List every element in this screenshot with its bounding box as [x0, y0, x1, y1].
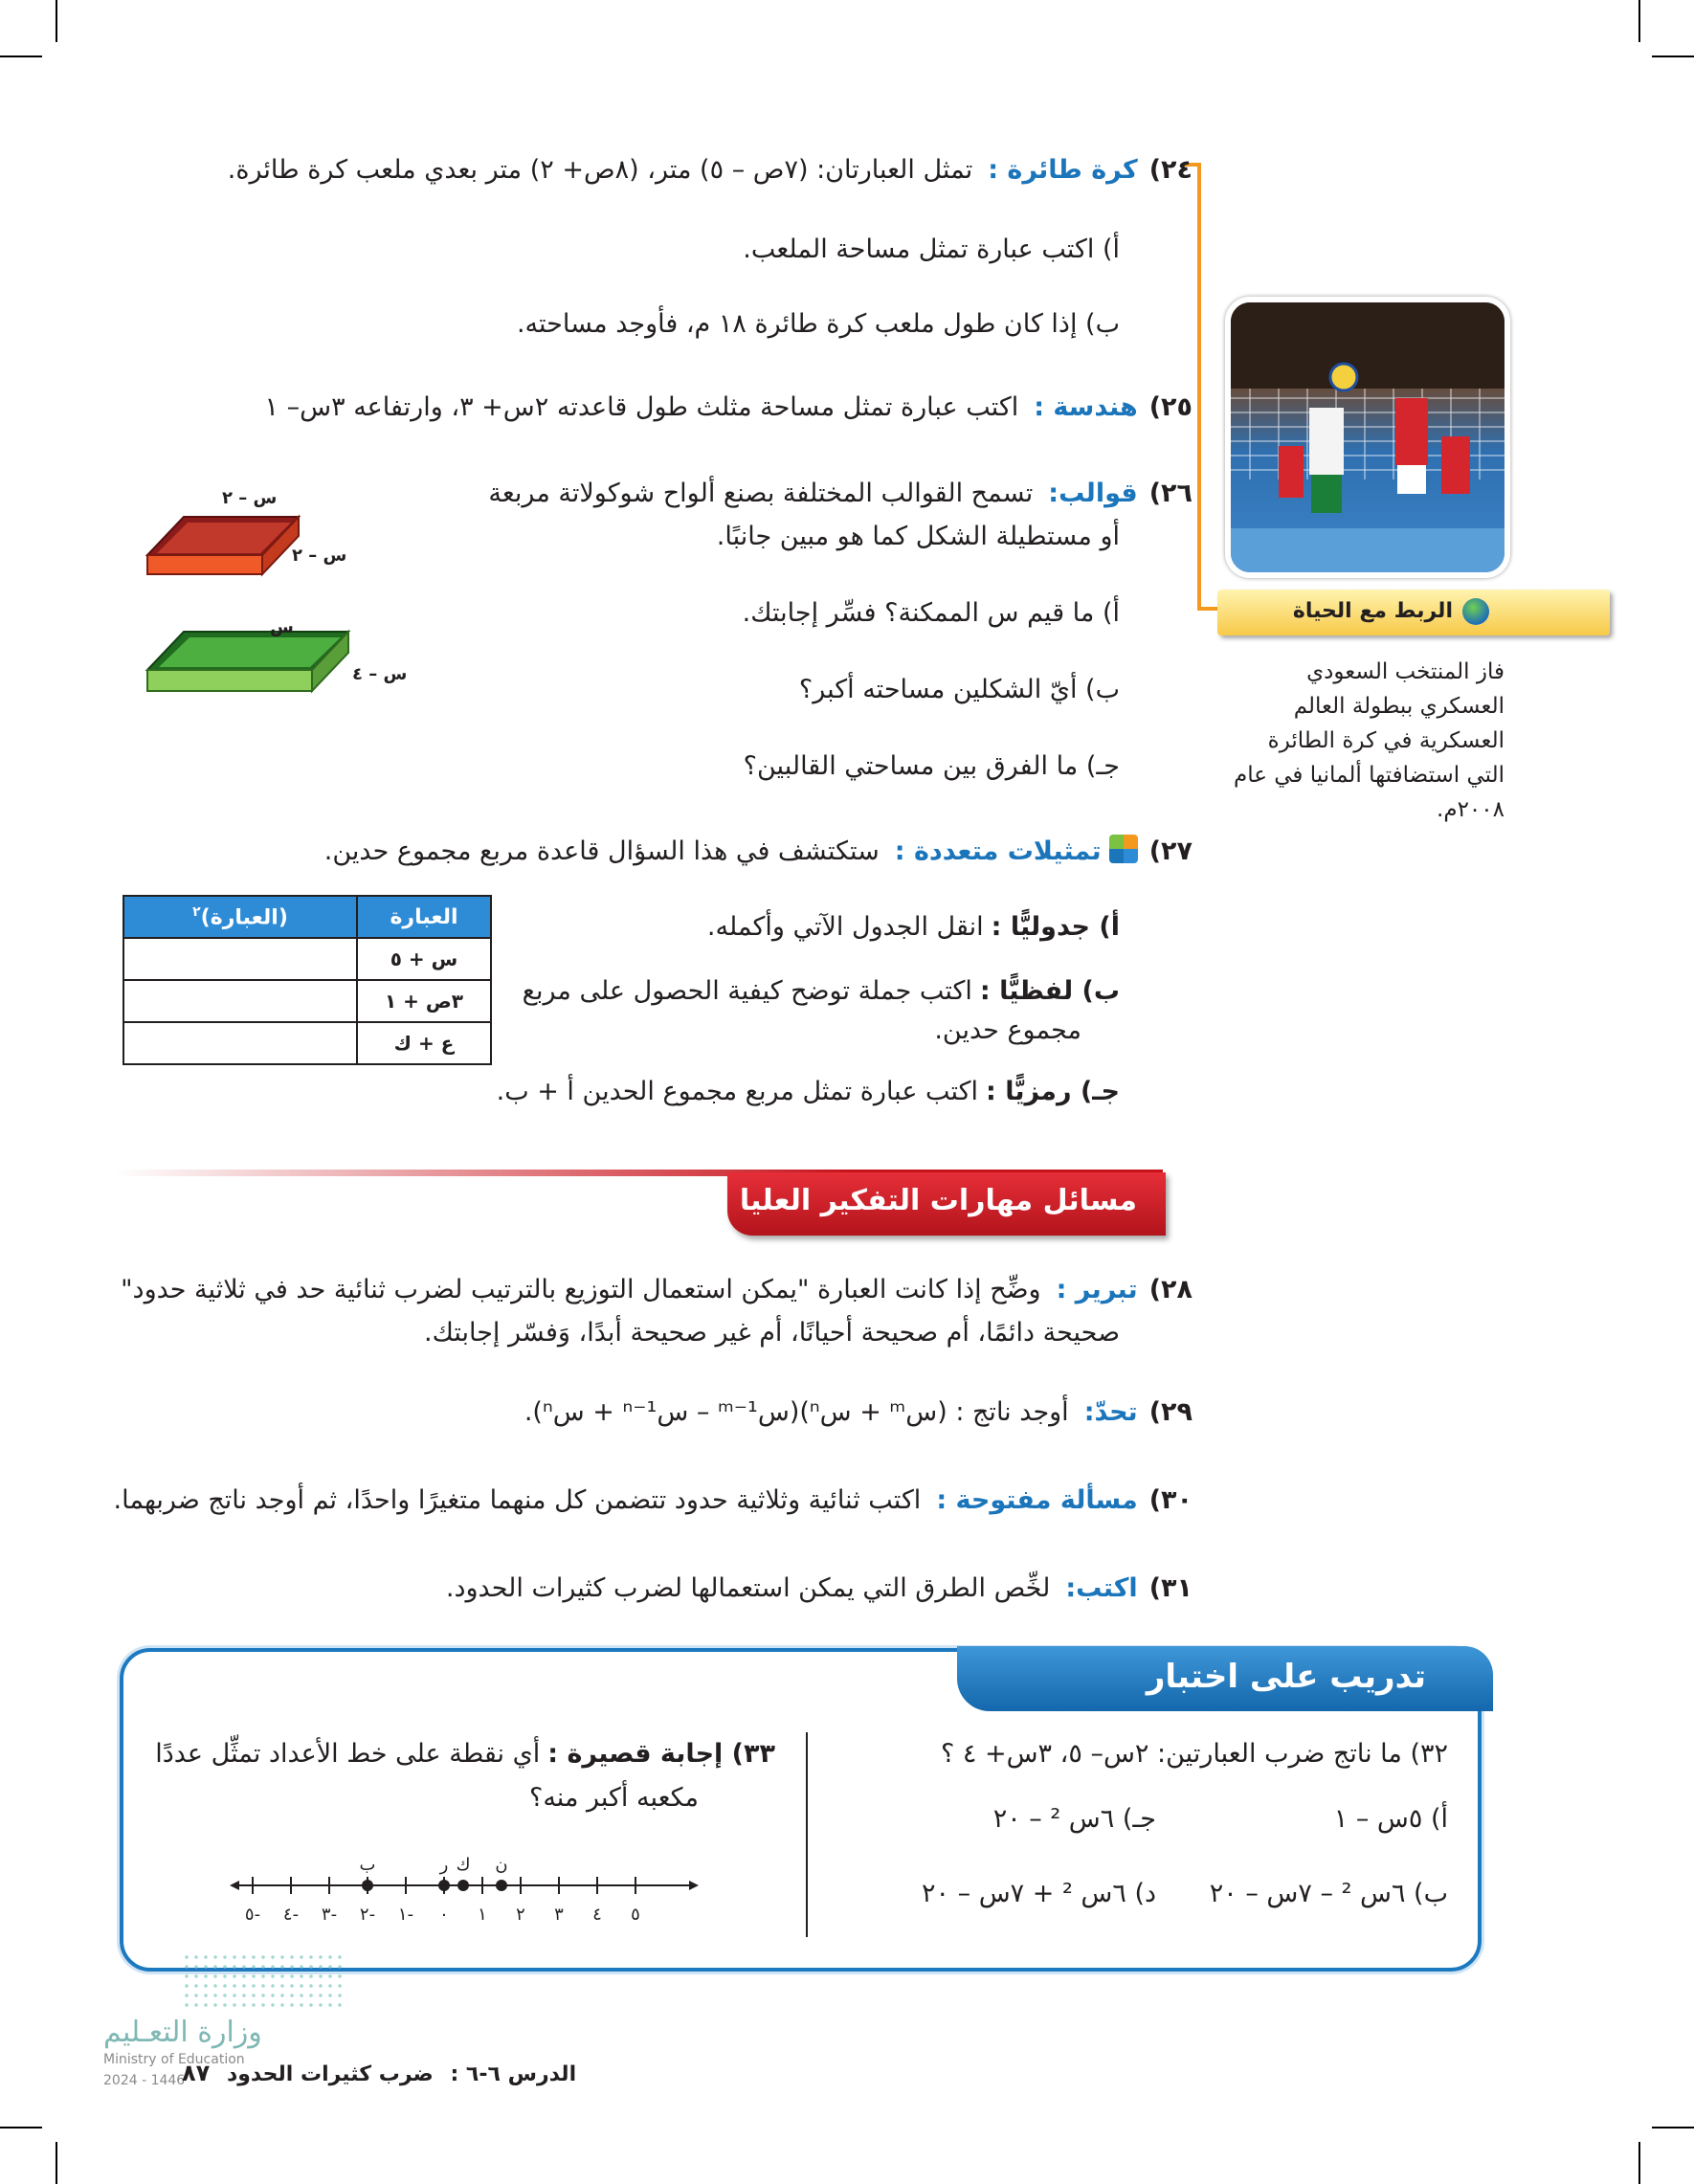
- table-cell: س + ٥: [357, 938, 491, 980]
- question-31: [446, 1570, 1192, 1608]
- tick-label: ٥: [631, 1905, 640, 1925]
- question-24-b: ب) إذا كان طول ملعب كرة طائرة ١٨ م، فأوجد مساحته.: [516, 309, 1120, 339]
- globe-icon: [1462, 598, 1489, 625]
- question-33-text: أي نقطة على خط الأعداد تمثِّل عددًا: [155, 1739, 541, 1769]
- column-divider: [806, 1732, 808, 1937]
- question-27-b-line2: مجموع حدين.: [934, 1015, 1081, 1045]
- tick-label: ٤: [592, 1905, 602, 1925]
- question-text: اكتب ثنائية وثلاثية حدود تتضمن كل منهما متغيرًا واحدًا، ثم أوجد ناتج ضربهما.: [113, 1485, 922, 1515]
- number-line-point: [438, 1880, 450, 1891]
- point-label: ن: [495, 1855, 508, 1875]
- question-text: أوجد ناتج : (سᵐ + سⁿ)(سᵐ⁻¹ – س¹⁻ⁿ + سⁿ).: [524, 1397, 1069, 1427]
- crop-mark: [1652, 2127, 1694, 2128]
- point-label: ك: [456, 1855, 471, 1875]
- option-d: د) ٦س ² + ٧س – ٢٠: [922, 1879, 1156, 1908]
- question-topic: تبرير :: [1056, 1275, 1138, 1304]
- arrow-right-icon: [689, 1881, 699, 1890]
- number-line: [230, 1838, 699, 1933]
- question-text: وضِّح إذا كانت العبارة "يمكن استعمال التوزيع بالترتيب لضرب ثنائية حد في ثلاثية حدود": [121, 1275, 1041, 1304]
- edition-year: 2024 - 1446: [103, 2073, 186, 2088]
- crop-mark: [1652, 56, 1694, 57]
- connector-line: [1197, 163, 1201, 611]
- question-number: ٢٧): [1148, 836, 1192, 866]
- table-cell-empty: [123, 980, 357, 1022]
- question-number: ٣١): [1148, 1573, 1192, 1603]
- option-c: جـ) ٦س ² – ٢٠: [992, 1804, 1156, 1834]
- crop-mark: [56, 2142, 57, 2184]
- tick-label: ٥-: [244, 1905, 261, 1925]
- question-topic: هندسة :: [1034, 392, 1138, 422]
- question-28-line2: صحيحة دائمًا، أم صحيحة أحيانًا، أم غير صحيحة أبدًا، وَفسّر إجابتك.: [423, 1318, 1120, 1348]
- table-row: [123, 1022, 491, 1064]
- question-topic: اكتب:: [1065, 1573, 1138, 1603]
- crop-mark: [56, 0, 57, 42]
- table-cell-empty: [123, 1022, 357, 1064]
- question-32: ٣٢) ما ناتج ضرب العبارتين: ٢س– ٥، ٣س+ ٤ ؟: [940, 1739, 1448, 1769]
- question-25: [265, 389, 1192, 427]
- question-30: [114, 1482, 1192, 1520]
- crop-mark: [0, 2127, 42, 2128]
- question-33-line2: مكعبه أكبر منه؟: [528, 1783, 699, 1813]
- ministry-logo: [182, 1952, 345, 2010]
- question-text: اكتب عبارة تمثل مساحة مثلث طول قاعدته ٢س+ ٣، وارتفاعه ٣س– ١: [264, 392, 1019, 422]
- page-number: ٨٧: [182, 2060, 211, 2086]
- point-label: ب: [359, 1855, 376, 1875]
- tick-label: ١: [478, 1905, 487, 1925]
- question-28: [121, 1271, 1192, 1309]
- option-b: ب) ٦س ² – ٧س – ٢٠: [1209, 1879, 1448, 1908]
- volleyball-photo: [1225, 297, 1510, 578]
- tick-label: ٤-: [282, 1905, 300, 1925]
- lesson-title: ضرب كثيرات الحدود: [226, 2062, 434, 2086]
- green-mold-side-label: س – ٤: [352, 664, 408, 684]
- question-text: ستكتشف في هذا السؤال قاعدة مربع مجموع حدين.: [323, 836, 880, 866]
- table-cell: ٣ص + ١: [357, 980, 491, 1022]
- sub-text: اكتب جملة توضح كيفية الحصول على مربع: [522, 976, 972, 1006]
- green-mold-top-label: س: [270, 617, 294, 637]
- crop-mark: [1638, 2142, 1640, 2184]
- option-a: أ) ٥س – ١: [1333, 1804, 1448, 1834]
- red-mold-top-label: س – ٢: [222, 488, 278, 508]
- question-number: ٢٥): [1148, 392, 1192, 422]
- sub-text: انقل الجدول الآتي وأكمله.: [706, 912, 984, 942]
- question-26-b: ب) أيّ الشكلين مساحته أكبر؟: [798, 675, 1120, 704]
- footer-lesson: [182, 2060, 576, 2086]
- question-29: [524, 1393, 1192, 1432]
- question-text: تمثل العبارتان: (٧ص – ٥) متر، (٨ص+ ٢) متر بعدي ملعب كرة طائرة.: [227, 155, 973, 185]
- life-connection-tab: [1217, 590, 1610, 635]
- lesson-number: الدرس ٦-٦ :: [450, 2062, 577, 2086]
- question-topic: مسألة مفتوحة :: [936, 1485, 1138, 1515]
- question-topic: تمثيلات متعددة :: [894, 836, 1102, 866]
- crop-mark: [0, 56, 42, 57]
- expression-table: [123, 895, 492, 1065]
- crop-mark: [1638, 0, 1640, 42]
- question-text: لخِّص الطرق التي يمكن استعمالها لضرب كثيرات الحدود.: [445, 1573, 1051, 1603]
- table-header-expression: العبارة: [357, 896, 491, 938]
- question-26-a: أ) ما قيم س الممكنة؟ فسِّر إجابتك.: [742, 598, 1120, 628]
- arrow-left-icon: [230, 1881, 239, 1890]
- question-27-b: [523, 971, 1120, 1012]
- table-header-exponent: ٢: [192, 903, 201, 920]
- number-line-point: [362, 1880, 373, 1891]
- question-24: [228, 151, 1192, 189]
- test-practice-header: [957, 1646, 1493, 1711]
- table-row: [123, 938, 491, 980]
- test-practice-title: تدريب على اختبار: [1146, 1658, 1426, 1696]
- table-header-square: [123, 896, 357, 938]
- question-topic: كرة طائرة :: [988, 155, 1138, 185]
- ministry-name-en: Ministry of Education: [103, 2052, 245, 2067]
- question-topic: تحدّ:: [1083, 1397, 1138, 1427]
- red-mold-side-label: س – ٢: [292, 546, 347, 566]
- table-cell: ع + ك: [357, 1022, 491, 1064]
- tick-label: ٣: [554, 1905, 564, 1925]
- number-line-point: [457, 1880, 469, 1891]
- tick-label: ٢: [516, 1905, 525, 1925]
- question-number: ٢٨): [1148, 1275, 1192, 1304]
- question-text: تسمح القوالب المختلفة بصنع ألواح شوكولاتة مربعة: [488, 479, 1034, 508]
- table-header-square-text: (العبارة): [200, 905, 288, 930]
- question-27: [324, 833, 1192, 871]
- question-26-line2: أو مستطيلة الشكل كما هو مبين جانبًا.: [716, 522, 1120, 551]
- question-24-a: أ) اكتب عبارة تمثل مساحة الملعب.: [743, 234, 1120, 264]
- section-title: مسائل مهارات التفكير العليا: [739, 1184, 1137, 1217]
- tick-label: ٣-: [321, 1905, 338, 1925]
- ministry-name: وزارة التعـليم: [103, 2016, 262, 2049]
- sidebar-caption: فاز المنتخب السعودي العسكري ببطولة العالم العسكرية في كرة الطائرة التي استضافتها ألمانيا في عام ٢٠٠٨م.: [1233, 659, 1505, 822]
- question-27-c: [497, 1072, 1120, 1112]
- question-26-c: جـ) ما الفرق بين مساحتي القالبين؟: [743, 751, 1120, 781]
- table-cell-empty: [123, 938, 357, 980]
- sub-label: جـ) رمزيًّا :: [986, 1077, 1120, 1106]
- tick-label: ١-: [397, 1905, 414, 1925]
- point-label: ر: [439, 1855, 449, 1875]
- question-number: ٢٤): [1148, 155, 1192, 185]
- question-33: [155, 1734, 775, 1774]
- question-number: ٢٩): [1148, 1397, 1192, 1427]
- question-27-a: [707, 907, 1120, 947]
- question-26: [488, 475, 1192, 513]
- tick-label: ٠: [439, 1905, 449, 1925]
- number-line-point: [496, 1880, 507, 1891]
- sub-label: ب) لفظيًّا :: [979, 976, 1120, 1006]
- question-33-label: ٣٣) إجابة قصيرة :: [547, 1739, 775, 1769]
- sub-text: اكتب عبارة تمثل مربع مجموع الحدين أ + ب.: [496, 1077, 979, 1106]
- multiple-representations-icon: [1109, 835, 1138, 863]
- question-number: ٢٦): [1148, 479, 1192, 508]
- sub-label: أ) جدوليًّا :: [991, 912, 1120, 942]
- table-row: [123, 980, 491, 1022]
- life-connection-title: الربط مع الحياة: [1292, 599, 1453, 623]
- tick-label: ٢-: [359, 1905, 376, 1925]
- section-banner: [727, 1172, 1166, 1236]
- question-number: ٣٠): [1148, 1485, 1192, 1515]
- question-topic: قوالب:: [1048, 479, 1138, 508]
